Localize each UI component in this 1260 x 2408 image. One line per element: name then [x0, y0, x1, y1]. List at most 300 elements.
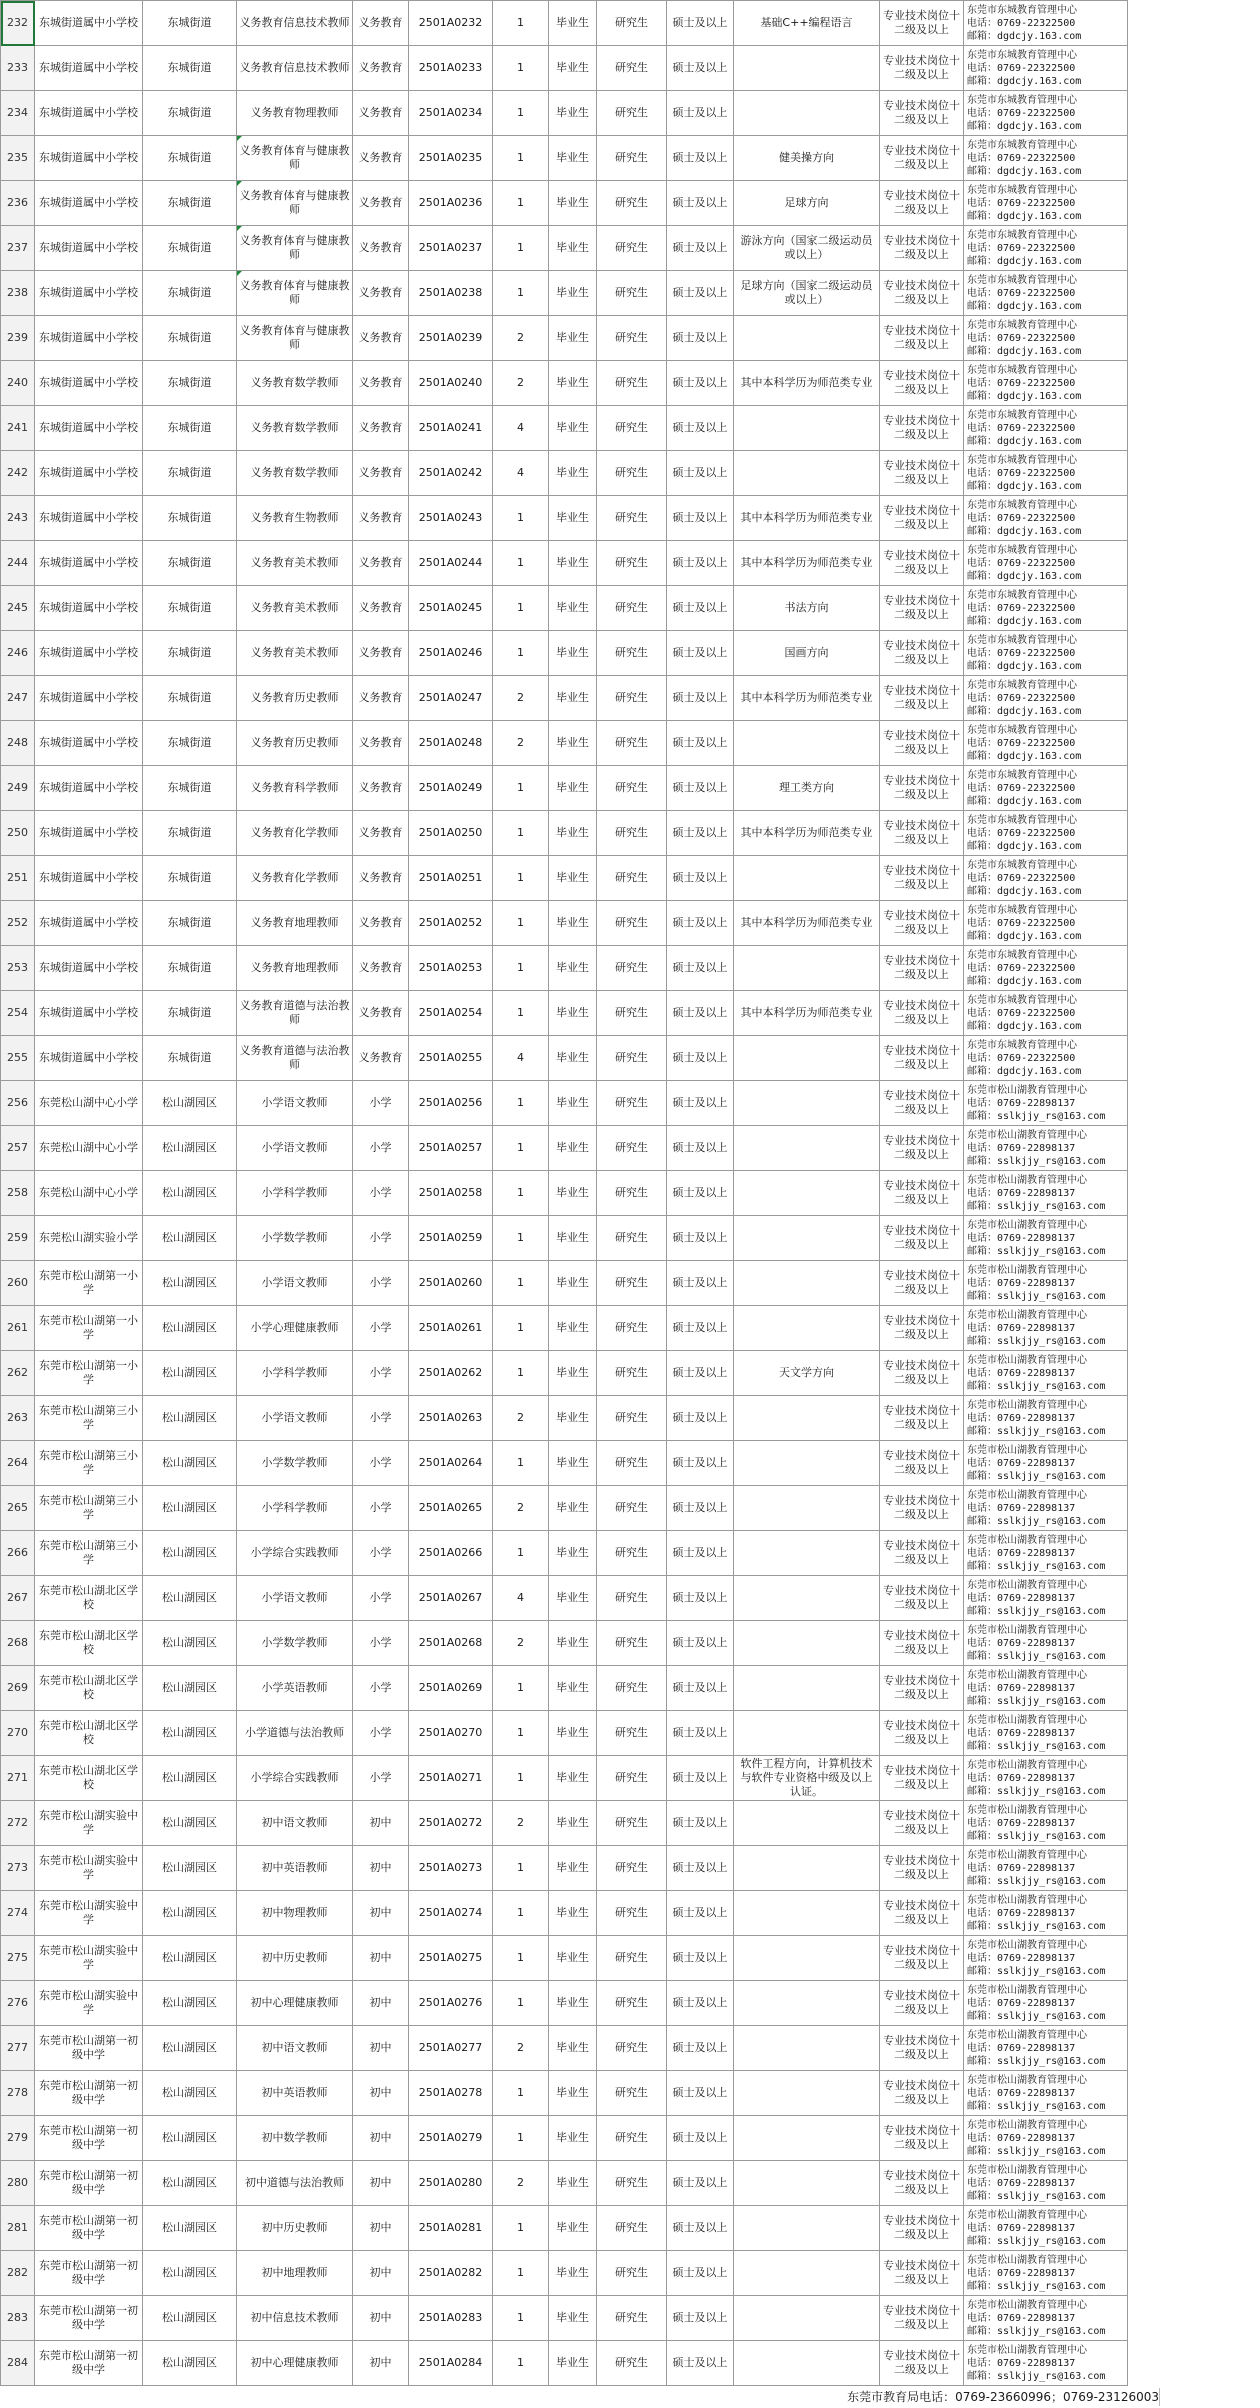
cell-department[interactable]: 松山湖园区 — [143, 1981, 237, 2026]
cell-headcount[interactable]: 2 — [493, 316, 549, 361]
cell-department[interactable]: 东城街道 — [143, 451, 237, 496]
cell-post-level[interactable]: 专业技术岗位十二级及以上 — [880, 991, 964, 1036]
cell-position[interactable]: 小学科学教师 — [237, 1486, 353, 1531]
cell-other-requirements[interactable] — [734, 1396, 880, 1441]
cell-post-level[interactable]: 专业技术岗位十二级及以上 — [880, 1081, 964, 1126]
cell-degree[interactable]: 硕士及以上 — [667, 1846, 734, 1891]
cell-position[interactable]: 初中数学教师 — [237, 2116, 353, 2161]
cell-category[interactable]: 义务教育 — [353, 676, 409, 721]
cell-other-requirements[interactable] — [734, 1036, 880, 1081]
cell-degree[interactable]: 硕士及以上 — [667, 1936, 734, 1981]
cell-identity[interactable]: 毕业生 — [549, 1621, 597, 1666]
cell-position-code[interactable]: 2501A0265 — [409, 1486, 493, 1531]
cell-contact[interactable] — [964, 451, 1128, 496]
cell-education[interactable]: 研究生 — [597, 586, 667, 631]
cell-degree[interactable]: 硕士及以上 — [667, 1126, 734, 1171]
cell-contact[interactable] — [964, 1081, 1128, 1126]
cell-degree[interactable]: 硕士及以上 — [667, 766, 734, 811]
cell-department[interactable]: 东城街道 — [143, 496, 237, 541]
cell-position[interactable]: 义务教育信息技术教师 — [237, 46, 353, 91]
cell-position-code[interactable]: 2501A0278 — [409, 2071, 493, 2116]
cell-other-requirements[interactable] — [734, 721, 880, 766]
cell-department[interactable]: 东城街道 — [143, 586, 237, 631]
cell-identity[interactable]: 毕业生 — [549, 361, 597, 406]
cell-category[interactable]: 初中 — [353, 1846, 409, 1891]
cell-category[interactable]: 义务教育 — [353, 451, 409, 496]
cell-degree[interactable]: 硕士及以上 — [667, 1036, 734, 1081]
cell-other-requirements[interactable] — [734, 1621, 880, 1666]
cell-category[interactable]: 小学 — [353, 1306, 409, 1351]
cell-education[interactable]: 研究生 — [597, 316, 667, 361]
cell-category[interactable]: 初中 — [353, 2116, 409, 2161]
cell-post-level[interactable]: 专业技术岗位十二级及以上 — [880, 91, 964, 136]
row-number[interactable]: 232 — [1, 1, 35, 46]
cell-position[interactable]: 小学心理健康教师 — [237, 1306, 353, 1351]
cell-category[interactable]: 义务教育 — [353, 586, 409, 631]
cell-category[interactable]: 义务教育 — [353, 1036, 409, 1081]
cell-identity[interactable]: 毕业生 — [549, 226, 597, 271]
cell-department[interactable]: 东城街道 — [143, 631, 237, 676]
cell-post-level[interactable]: 专业技术岗位十二级及以上 — [880, 1216, 964, 1261]
row-number[interactable]: 251 — [1, 856, 35, 901]
cell-position-code[interactable]: 2501A0261 — [409, 1306, 493, 1351]
cell-contact[interactable] — [964, 766, 1128, 811]
cell-other-requirements[interactable] — [734, 1261, 880, 1306]
cell-degree[interactable]: 硕士及以上 — [667, 406, 734, 451]
cell-employer[interactable]: 东莞市松山湖北区学校 — [35, 1576, 143, 1621]
cell-category[interactable]: 义务教育 — [353, 901, 409, 946]
cell-position[interactable]: 小学数学教师 — [237, 1216, 353, 1261]
cell-post-level[interactable]: 专业技术岗位十二级及以上 — [880, 1666, 964, 1711]
cell-position[interactable]: 初中英语教师 — [237, 2071, 353, 2116]
cell-employer[interactable]: 东城街道属中小学校 — [35, 946, 143, 991]
row-number[interactable]: 248 — [1, 721, 35, 766]
cell-education[interactable]: 研究生 — [597, 1981, 667, 2026]
cell-identity[interactable]: 毕业生 — [549, 136, 597, 181]
cell-position-code[interactable]: 2501A0272 — [409, 1801, 493, 1846]
cell-headcount[interactable]: 4 — [493, 406, 549, 451]
cell-position[interactable]: 义务教育美术教师 — [237, 541, 353, 586]
cell-contact[interactable] — [964, 271, 1128, 316]
cell-post-level[interactable]: 专业技术岗位十二级及以上 — [880, 1576, 964, 1621]
cell-position-code[interactable]: 2501A0241 — [409, 406, 493, 451]
cell-post-level[interactable]: 专业技术岗位十二级及以上 — [880, 2296, 964, 2341]
cell-department[interactable]: 东城街道 — [143, 181, 237, 226]
cell-headcount[interactable]: 1 — [493, 901, 549, 946]
cell-post-level[interactable]: 专业技术岗位十二级及以上 — [880, 901, 964, 946]
cell-degree[interactable]: 硕士及以上 — [667, 2296, 734, 2341]
cell-identity[interactable]: 毕业生 — [549, 1306, 597, 1351]
cell-post-level[interactable]: 专业技术岗位十二级及以上 — [880, 1846, 964, 1891]
cell-degree[interactable]: 硕士及以上 — [667, 2251, 734, 2296]
cell-department[interactable]: 松山湖园区 — [143, 1891, 237, 1936]
cell-contact[interactable] — [964, 1126, 1128, 1171]
cell-position-code[interactable]: 2501A0281 — [409, 2206, 493, 2251]
cell-department[interactable]: 松山湖园区 — [143, 2026, 237, 2071]
cell-employer[interactable]: 东城街道属中小学校 — [35, 901, 143, 946]
cell-position[interactable]: 义务教育体育与健康教师 — [237, 136, 353, 181]
cell-employer[interactable]: 东莞市松山湖实验中学 — [35, 1801, 143, 1846]
cell-headcount[interactable]: 1 — [493, 1531, 549, 1576]
cell-education[interactable]: 研究生 — [597, 91, 667, 136]
cell-education[interactable]: 研究生 — [597, 1, 667, 46]
cell-position[interactable]: 义务教育科学教师 — [237, 766, 353, 811]
row-number[interactable]: 268 — [1, 1621, 35, 1666]
cell-education[interactable]: 研究生 — [597, 2026, 667, 2071]
cell-employer[interactable]: 东莞松山湖中心小学 — [35, 1081, 143, 1126]
cell-other-requirements[interactable]: 软件工程方向，计算机技术与软件专业资格中级及以上认证。 — [734, 1756, 880, 1801]
row-number[interactable]: 236 — [1, 181, 35, 226]
cell-position[interactable]: 义务教育道德与法治教师 — [237, 1036, 353, 1081]
cell-post-level[interactable]: 专业技术岗位十二级及以上 — [880, 1711, 964, 1756]
cell-post-level[interactable]: 专业技术岗位十二级及以上 — [880, 541, 964, 586]
cell-category[interactable]: 义务教育 — [353, 181, 409, 226]
cell-other-requirements[interactable] — [734, 1486, 880, 1531]
cell-headcount[interactable]: 1 — [493, 1216, 549, 1261]
row-number[interactable]: 270 — [1, 1711, 35, 1756]
cell-contact[interactable] — [964, 46, 1128, 91]
cell-degree[interactable]: 硕士及以上 — [667, 1441, 734, 1486]
cell-employer[interactable]: 东莞市松山湖第一初级中学 — [35, 2161, 143, 2206]
cell-employer[interactable]: 东莞市松山湖北区学校 — [35, 1666, 143, 1711]
row-number[interactable]: 257 — [1, 1126, 35, 1171]
cell-contact[interactable] — [964, 2026, 1128, 2071]
cell-category[interactable]: 小学 — [353, 1531, 409, 1576]
cell-employer[interactable]: 东莞市松山湖第一小学 — [35, 1306, 143, 1351]
cell-position[interactable]: 义务教育数学教师 — [237, 406, 353, 451]
cell-contact[interactable] — [964, 2341, 1128, 2386]
row-number[interactable]: 283 — [1, 2296, 35, 2341]
cell-category[interactable]: 初中 — [353, 1801, 409, 1846]
cell-employer[interactable]: 东城街道属中小学校 — [35, 316, 143, 361]
cell-contact[interactable] — [964, 676, 1128, 721]
cell-identity[interactable]: 毕业生 — [549, 1711, 597, 1756]
cell-post-level[interactable]: 专业技术岗位十二级及以上 — [880, 2116, 964, 2161]
cell-position-code[interactable]: 2501A0238 — [409, 271, 493, 316]
cell-category[interactable]: 义务教育 — [353, 361, 409, 406]
cell-other-requirements[interactable]: 其中本科学历为师范类专业 — [734, 991, 880, 1036]
cell-category[interactable]: 义务教育 — [353, 991, 409, 1036]
cell-post-level[interactable]: 专业技术岗位十二级及以上 — [880, 226, 964, 271]
cell-department[interactable]: 松山湖园区 — [143, 2296, 237, 2341]
row-number[interactable]: 278 — [1, 2071, 35, 2116]
cell-position-code[interactable]: 2501A0240 — [409, 361, 493, 406]
cell-position-code[interactable]: 2501A0251 — [409, 856, 493, 901]
cell-category[interactable]: 义务教育 — [353, 1, 409, 46]
cell-education[interactable]: 研究生 — [597, 856, 667, 901]
cell-degree[interactable]: 硕士及以上 — [667, 1891, 734, 1936]
cell-headcount[interactable]: 1 — [493, 1891, 549, 1936]
cell-education[interactable]: 研究生 — [597, 1846, 667, 1891]
cell-post-level[interactable]: 专业技术岗位十二级及以上 — [880, 586, 964, 631]
cell-post-level[interactable]: 专业技术岗位十二级及以上 — [880, 1981, 964, 2026]
cell-employer[interactable]: 东城街道属中小学校 — [35, 406, 143, 451]
cell-degree[interactable]: 硕士及以上 — [667, 1981, 734, 2026]
cell-position[interactable]: 初中信息技术教师 — [237, 2296, 353, 2341]
cell-post-level[interactable]: 专业技术岗位十二级及以上 — [880, 1261, 964, 1306]
cell-contact[interactable] — [964, 496, 1128, 541]
cell-department[interactable]: 松山湖园区 — [143, 1936, 237, 1981]
cell-education[interactable]: 研究生 — [597, 136, 667, 181]
cell-department[interactable]: 松山湖园区 — [143, 1396, 237, 1441]
cell-post-level[interactable]: 专业技术岗位十二级及以上 — [880, 361, 964, 406]
cell-headcount[interactable]: 1 — [493, 271, 549, 316]
cell-other-requirements[interactable]: 天文学方向 — [734, 1351, 880, 1396]
cell-contact[interactable] — [964, 1891, 1128, 1936]
cell-category[interactable]: 初中 — [353, 2161, 409, 2206]
cell-contact[interactable] — [964, 1486, 1128, 1531]
cell-employer[interactable]: 东城街道属中小学校 — [35, 586, 143, 631]
cell-education[interactable]: 研究生 — [597, 1891, 667, 1936]
cell-other-requirements[interactable]: 其中本科学历为师范类专业 — [734, 811, 880, 856]
cell-education[interactable]: 研究生 — [597, 181, 667, 226]
cell-identity[interactable]: 毕业生 — [549, 2071, 597, 2116]
cell-category[interactable]: 义务教育 — [353, 811, 409, 856]
cell-degree[interactable]: 硕士及以上 — [667, 1081, 734, 1126]
cell-other-requirements[interactable] — [734, 1171, 880, 1216]
row-number[interactable]: 271 — [1, 1756, 35, 1801]
cell-other-requirements[interactable] — [734, 2206, 880, 2251]
cell-department[interactable]: 松山湖园区 — [143, 2251, 237, 2296]
cell-headcount[interactable]: 1 — [493, 541, 549, 586]
cell-degree[interactable]: 硕士及以上 — [667, 811, 734, 856]
cell-headcount[interactable]: 1 — [493, 946, 549, 991]
cell-position[interactable]: 小学语文教师 — [237, 1576, 353, 1621]
cell-degree[interactable]: 硕士及以上 — [667, 2206, 734, 2251]
cell-position-code[interactable]: 2501A0254 — [409, 991, 493, 1036]
cell-department[interactable]: 松山湖园区 — [143, 2341, 237, 2386]
cell-degree[interactable]: 硕士及以上 — [667, 1666, 734, 1711]
empty-cell[interactable] — [1159, 2388, 1260, 2406]
cell-headcount[interactable]: 2 — [493, 2161, 549, 2206]
cell-position[interactable]: 初中心理健康教师 — [237, 2341, 353, 2386]
cell-headcount[interactable]: 1 — [493, 91, 549, 136]
cell-headcount[interactable]: 4 — [493, 1576, 549, 1621]
row-number[interactable]: 269 — [1, 1666, 35, 1711]
cell-degree[interactable]: 硕士及以上 — [667, 991, 734, 1036]
cell-education[interactable]: 研究生 — [597, 2161, 667, 2206]
cell-degree[interactable]: 硕士及以上 — [667, 1216, 734, 1261]
cell-identity[interactable]: 毕业生 — [549, 451, 597, 496]
cell-position-code[interactable]: 2501A0279 — [409, 2116, 493, 2161]
cell-post-level[interactable]: 专业技术岗位十二级及以上 — [880, 1396, 964, 1441]
cell-position-code[interactable]: 2501A0280 — [409, 2161, 493, 2206]
cell-position[interactable]: 小学英语教师 — [237, 1666, 353, 1711]
cell-identity[interactable]: 毕业生 — [549, 2026, 597, 2071]
cell-contact[interactable] — [964, 1801, 1128, 1846]
cell-position-code[interactable]: 2501A0245 — [409, 586, 493, 631]
cell-contact[interactable] — [964, 1576, 1128, 1621]
cell-identity[interactable]: 毕业生 — [549, 721, 597, 766]
cell-headcount[interactable]: 1 — [493, 2116, 549, 2161]
cell-identity[interactable]: 毕业生 — [549, 1126, 597, 1171]
cell-category[interactable]: 初中 — [353, 1981, 409, 2026]
cell-identity[interactable]: 毕业生 — [549, 1576, 597, 1621]
cell-position-code[interactable]: 2501A0249 — [409, 766, 493, 811]
cell-headcount[interactable]: 1 — [493, 811, 549, 856]
cell-education[interactable]: 研究生 — [597, 1801, 667, 1846]
cell-employer[interactable]: 东莞市松山湖实验中学 — [35, 1846, 143, 1891]
cell-other-requirements[interactable] — [734, 1576, 880, 1621]
cell-degree[interactable]: 硕士及以上 — [667, 1531, 734, 1576]
cell-identity[interactable]: 毕业生 — [549, 2206, 597, 2251]
cell-post-level[interactable]: 专业技术岗位十二级及以上 — [880, 2161, 964, 2206]
row-number[interactable]: 259 — [1, 1216, 35, 1261]
cell-contact[interactable] — [964, 2071, 1128, 2116]
cell-employer[interactable]: 东城街道属中小学校 — [35, 91, 143, 136]
cell-category[interactable]: 小学 — [353, 1081, 409, 1126]
cell-degree[interactable]: 硕士及以上 — [667, 91, 734, 136]
cell-position[interactable]: 初中语文教师 — [237, 2026, 353, 2071]
cell-degree[interactable]: 硕士及以上 — [667, 2341, 734, 2386]
cell-post-level[interactable]: 专业技术岗位十二级及以上 — [880, 2206, 964, 2251]
cell-department[interactable]: 松山湖园区 — [143, 1441, 237, 1486]
cell-headcount[interactable]: 1 — [493, 1441, 549, 1486]
cell-degree[interactable]: 硕士及以上 — [667, 136, 734, 181]
cell-other-requirements[interactable]: 基础C++编程语言 — [734, 1, 880, 46]
cell-department[interactable]: 松山湖园区 — [143, 1486, 237, 1531]
cell-category[interactable]: 义务教育 — [353, 721, 409, 766]
cell-headcount[interactable]: 1 — [493, 1351, 549, 1396]
row-number[interactable]: 237 — [1, 226, 35, 271]
cell-post-level[interactable]: 专业技术岗位十二级及以上 — [880, 2071, 964, 2116]
cell-position[interactable]: 小学科学教师 — [237, 1171, 353, 1216]
cell-position-code[interactable]: 2501A0257 — [409, 1126, 493, 1171]
cell-contact[interactable] — [964, 991, 1128, 1036]
cell-employer[interactable]: 东城街道属中小学校 — [35, 631, 143, 676]
cell-category[interactable]: 初中 — [353, 2251, 409, 2296]
cell-other-requirements[interactable] — [734, 2341, 880, 2386]
cell-post-level[interactable]: 专业技术岗位十二级及以上 — [880, 181, 964, 226]
cell-post-level[interactable]: 专业技术岗位十二级及以上 — [880, 496, 964, 541]
cell-other-requirements[interactable] — [734, 1711, 880, 1756]
cell-other-requirements[interactable]: 其中本科学历为师范类专业 — [734, 901, 880, 946]
cell-employer[interactable]: 东城街道属中小学校 — [35, 136, 143, 181]
cell-employer[interactable]: 东莞市松山湖第三小学 — [35, 1531, 143, 1576]
cell-position-code[interactable]: 2501A0255 — [409, 1036, 493, 1081]
cell-category[interactable]: 义务教育 — [353, 631, 409, 676]
cell-position[interactable]: 小学数学教师 — [237, 1621, 353, 1666]
cell-department[interactable]: 东城街道 — [143, 856, 237, 901]
cell-identity[interactable]: 毕业生 — [549, 766, 597, 811]
cell-degree[interactable]: 硕士及以上 — [667, 1756, 734, 1801]
cell-position-code[interactable]: 2501A0243 — [409, 496, 493, 541]
cell-headcount[interactable]: 1 — [493, 586, 549, 631]
row-number[interactable]: 260 — [1, 1261, 35, 1306]
cell-department[interactable]: 东城街道 — [143, 316, 237, 361]
cell-headcount[interactable]: 2 — [493, 1801, 549, 1846]
cell-position[interactable]: 初中语文教师 — [237, 1801, 353, 1846]
row-number[interactable]: 275 — [1, 1936, 35, 1981]
cell-contact[interactable] — [964, 316, 1128, 361]
row-number[interactable]: 267 — [1, 1576, 35, 1621]
cell-identity[interactable]: 毕业生 — [549, 1981, 597, 2026]
cell-education[interactable]: 研究生 — [597, 541, 667, 586]
cell-headcount[interactable]: 2 — [493, 2026, 549, 2071]
cell-position[interactable]: 义务教育物理教师 — [237, 91, 353, 136]
cell-identity[interactable]: 毕业生 — [549, 271, 597, 316]
cell-category[interactable]: 义务教育 — [353, 271, 409, 316]
cell-education[interactable]: 研究生 — [597, 766, 667, 811]
cell-position-code[interactable]: 2501A0250 — [409, 811, 493, 856]
cell-headcount[interactable]: 1 — [493, 1306, 549, 1351]
row-number[interactable]: 281 — [1, 2206, 35, 2251]
cell-contact[interactable] — [964, 1396, 1128, 1441]
cell-category[interactable]: 小学 — [353, 1576, 409, 1621]
cell-post-level[interactable]: 专业技术岗位十二级及以上 — [880, 316, 964, 361]
cell-other-requirements[interactable] — [734, 2116, 880, 2161]
cell-degree[interactable]: 硕士及以上 — [667, 1171, 734, 1216]
cell-degree[interactable]: 硕士及以上 — [667, 1, 734, 46]
cell-employer[interactable]: 东城街道属中小学校 — [35, 721, 143, 766]
cell-department[interactable]: 东城街道 — [143, 271, 237, 316]
cell-category[interactable]: 初中 — [353, 2026, 409, 2071]
row-number[interactable]: 272 — [1, 1801, 35, 1846]
cell-department[interactable]: 松山湖园区 — [143, 1666, 237, 1711]
cell-other-requirements[interactable] — [734, 1531, 880, 1576]
cell-post-level[interactable]: 专业技术岗位十二级及以上 — [880, 1486, 964, 1531]
cell-department[interactable]: 松山湖园区 — [143, 1711, 237, 1756]
cell-position-code[interactable]: 2501A0276 — [409, 1981, 493, 2026]
cell-contact[interactable] — [964, 91, 1128, 136]
cell-education[interactable]: 研究生 — [597, 406, 667, 451]
cell-employer[interactable]: 东莞市松山湖第一初级中学 — [35, 2116, 143, 2161]
cell-other-requirements[interactable] — [734, 2296, 880, 2341]
cell-department[interactable]: 东城街道 — [143, 91, 237, 136]
cell-position-code[interactable]: 2501A0284 — [409, 2341, 493, 2386]
cell-other-requirements[interactable] — [734, 946, 880, 991]
cell-position[interactable]: 义务教育化学教师 — [237, 856, 353, 901]
cell-employer[interactable]: 东城街道属中小学校 — [35, 496, 143, 541]
cell-contact[interactable] — [964, 1171, 1128, 1216]
cell-degree[interactable]: 硕士及以上 — [667, 181, 734, 226]
cell-degree[interactable]: 硕士及以上 — [667, 1801, 734, 1846]
cell-category[interactable]: 义务教育 — [353, 946, 409, 991]
cell-post-level[interactable]: 专业技术岗位十二级及以上 — [880, 1801, 964, 1846]
cell-position-code[interactable]: 2501A0237 — [409, 226, 493, 271]
cell-position-code[interactable]: 2501A0234 — [409, 91, 493, 136]
cell-other-requirements[interactable]: 其中本科学历为师范类专业 — [734, 496, 880, 541]
cell-position[interactable]: 初中物理教师 — [237, 1891, 353, 1936]
cell-identity[interactable]: 毕业生 — [549, 2296, 597, 2341]
cell-degree[interactable]: 硕士及以上 — [667, 586, 734, 631]
cell-other-requirements[interactable] — [734, 316, 880, 361]
cell-post-level[interactable]: 专业技术岗位十二级及以上 — [880, 946, 964, 991]
cell-identity[interactable]: 毕业生 — [549, 1036, 597, 1081]
cell-post-level[interactable]: 专业技术岗位十二级及以上 — [880, 2026, 964, 2071]
cell-post-level[interactable]: 专业技术岗位十二级及以上 — [880, 2251, 964, 2296]
cell-post-level[interactable]: 专业技术岗位十二级及以上 — [880, 676, 964, 721]
cell-position[interactable]: 小学道德与法治教师 — [237, 1711, 353, 1756]
cell-employer[interactable]: 东莞松山湖实验小学 — [35, 1216, 143, 1261]
cell-other-requirements[interactable]: 游泳方向（国家二级运动员或以上） — [734, 226, 880, 271]
cell-department[interactable]: 松山湖园区 — [143, 1126, 237, 1171]
cell-identity[interactable]: 毕业生 — [549, 2161, 597, 2206]
cell-identity[interactable]: 毕业生 — [549, 1846, 597, 1891]
cell-post-level[interactable]: 专业技术岗位十二级及以上 — [880, 1441, 964, 1486]
cell-position[interactable]: 初中历史教师 — [237, 1936, 353, 1981]
cell-position[interactable]: 小学科学教师 — [237, 1351, 353, 1396]
cell-identity[interactable]: 毕业生 — [549, 496, 597, 541]
cell-employer[interactable]: 东莞市松山湖实验中学 — [35, 1891, 143, 1936]
cell-other-requirements[interactable] — [734, 1981, 880, 2026]
cell-position-code[interactable]: 2501A0263 — [409, 1396, 493, 1441]
row-number[interactable]: 284 — [1, 2341, 35, 2386]
cell-employer[interactable]: 东莞市松山湖实验中学 — [35, 1936, 143, 1981]
cell-position[interactable]: 义务教育信息技术教师 — [237, 1, 353, 46]
cell-contact[interactable] — [964, 856, 1128, 901]
cell-department[interactable]: 松山湖园区 — [143, 1306, 237, 1351]
